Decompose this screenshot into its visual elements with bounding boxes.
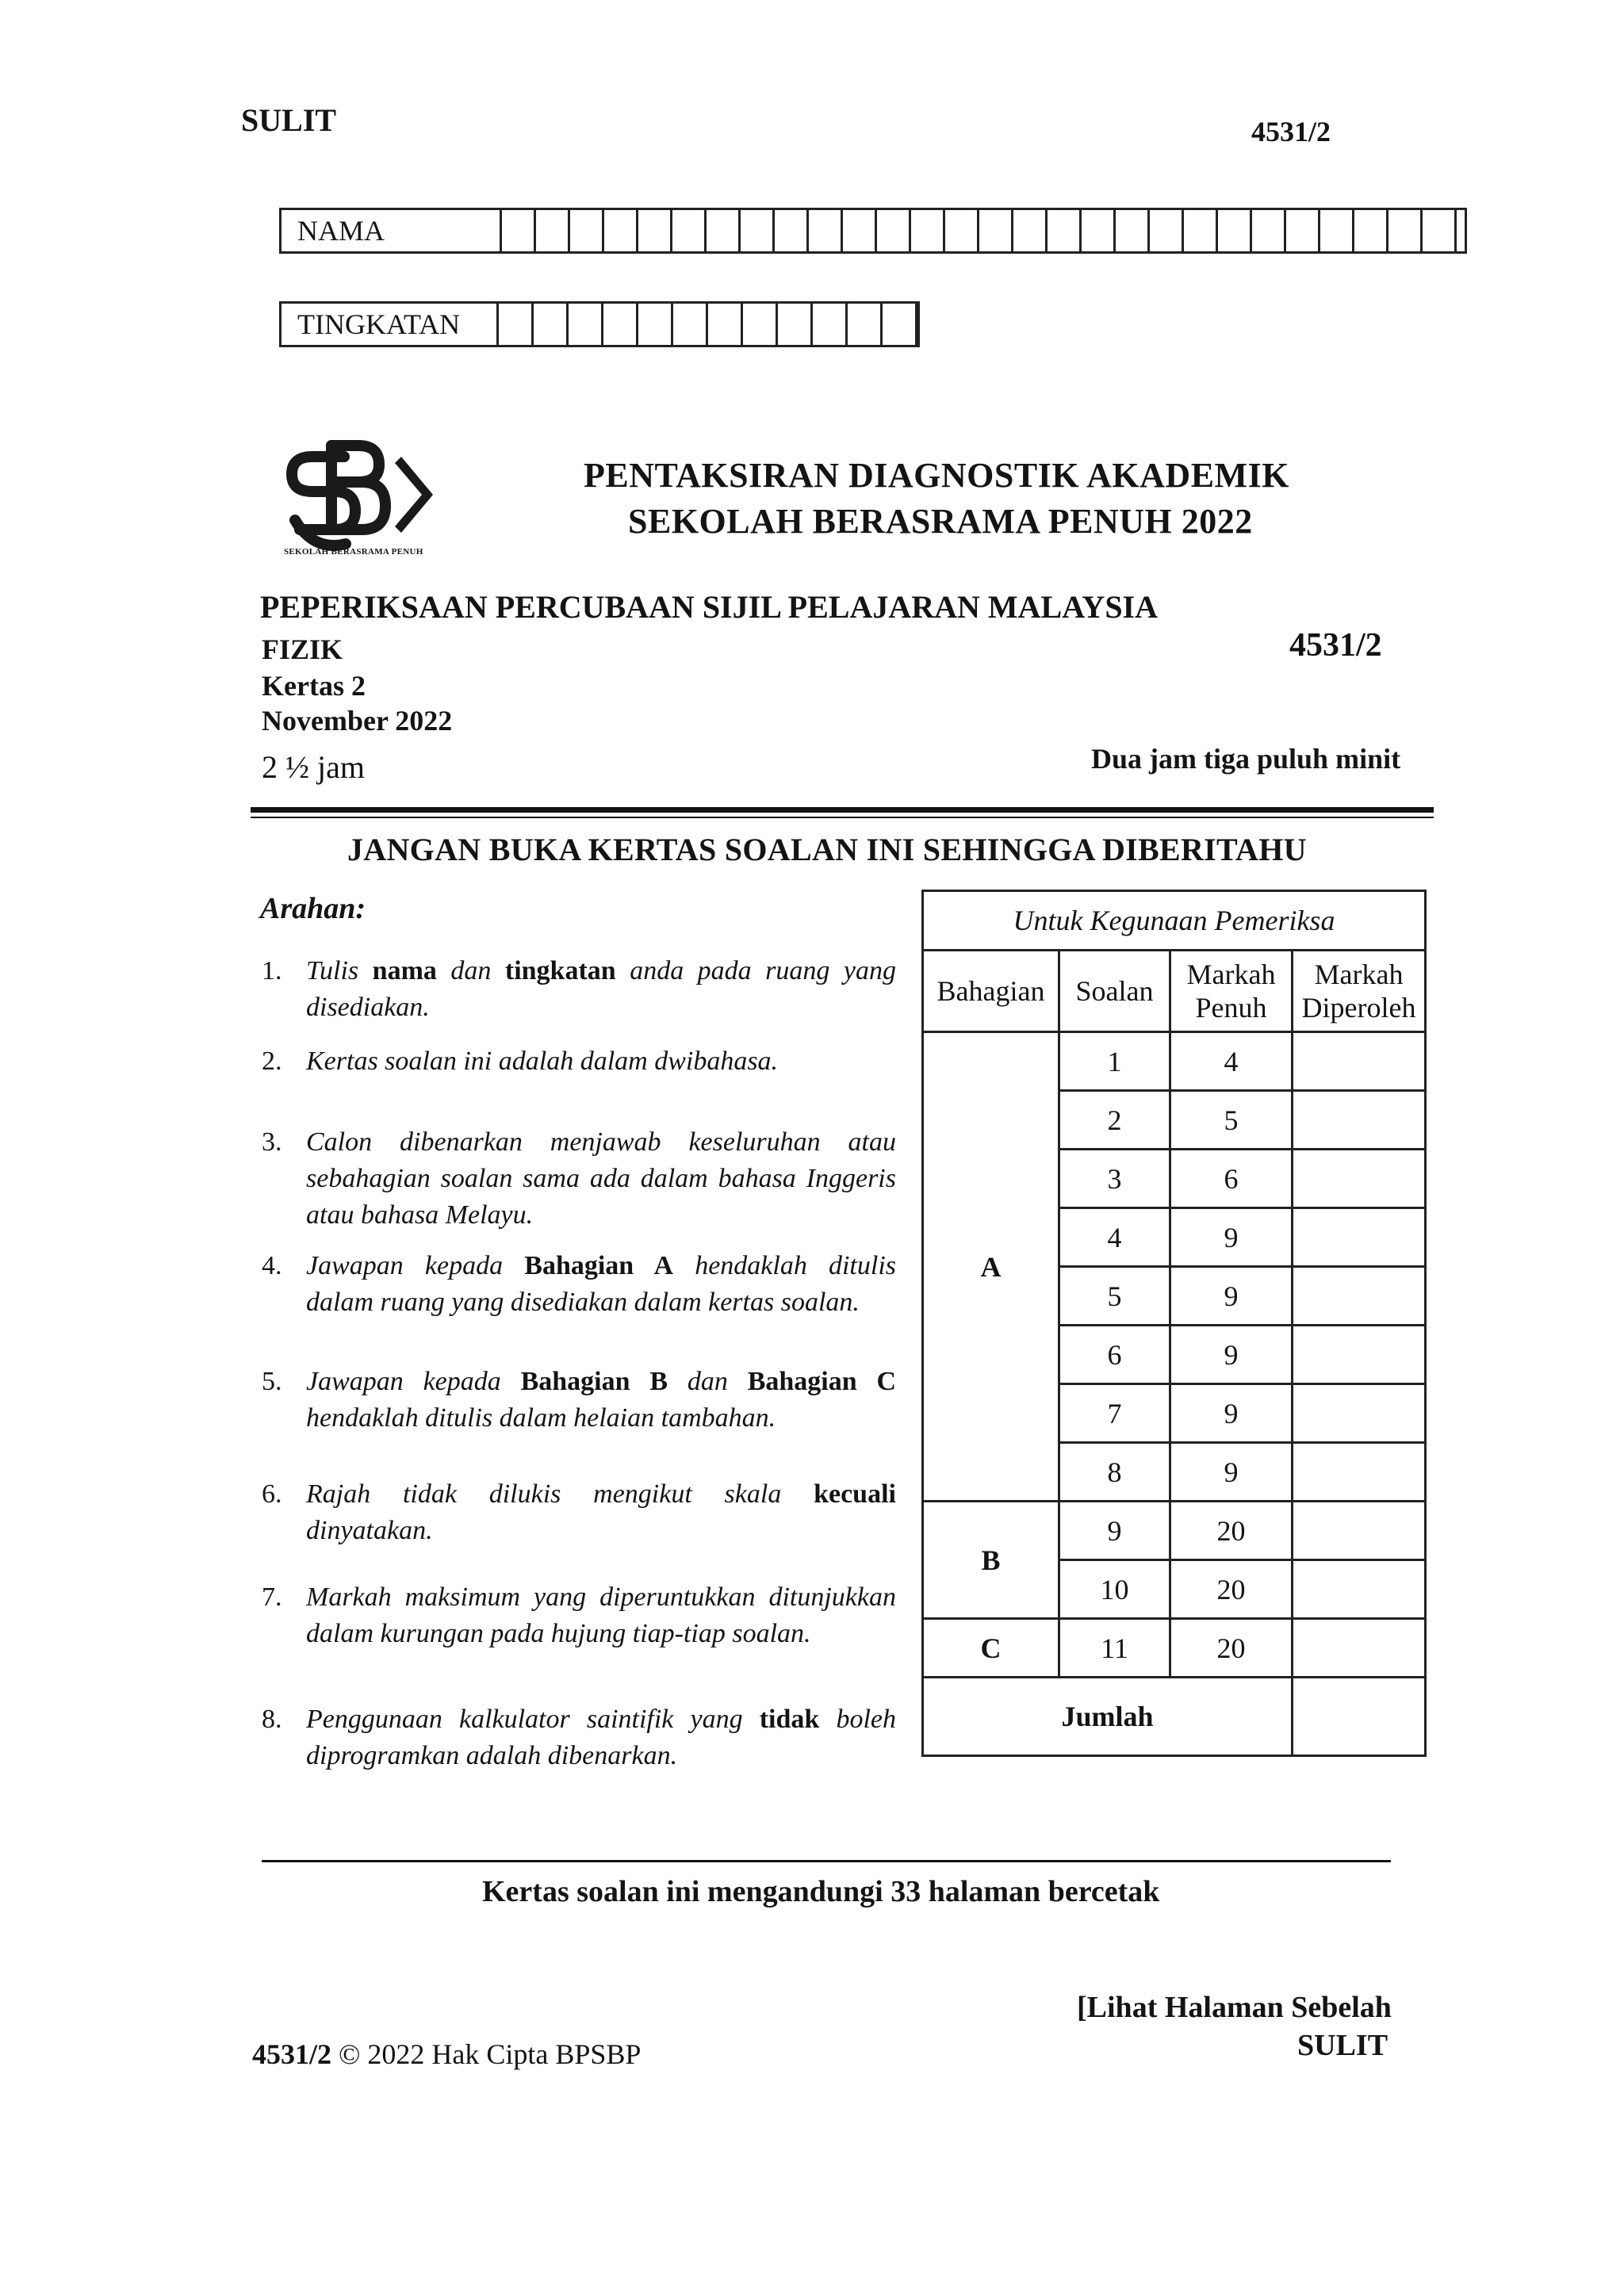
full-marks: 9 [1170, 1267, 1293, 1326]
full-marks: 9 [1170, 1326, 1293, 1384]
assessment-title: PENTAKSIRAN DIAGNOSTIK AKADEMIK [584, 456, 1289, 495]
duration: 2 ½ jam [262, 749, 365, 785]
full-marks: 4 [1170, 1032, 1293, 1091]
question-number: 2 [1059, 1091, 1170, 1150]
logo-caption: SEKOLAH BERASRAMA PENUH [284, 547, 423, 557]
letter-cell[interactable] [1082, 210, 1116, 251]
duration-words: Dua jam tiga puluh minit [1091, 743, 1401, 775]
marks-obtained-cell[interactable] [1293, 1208, 1426, 1267]
letter-cell[interactable] [1218, 210, 1252, 251]
instruction-fragment: Rajah tidak dilukis mengikut skala [306, 1479, 814, 1509]
letter-cell[interactable] [883, 304, 917, 345]
letter-cell[interactable] [499, 304, 534, 345]
instruction-fragment: Markah maksimum yang diperuntukkan ditunjukkan dalam kurungan pada hujung tiap-tiap soalan. [306, 1582, 896, 1648]
paper-code: 4531/2 [1289, 627, 1382, 664]
letter-cell[interactable] [775, 210, 809, 251]
letter-cell[interactable] [672, 210, 707, 251]
letter-cell[interactable] [1354, 210, 1388, 251]
instruction-fragment: dan [436, 956, 505, 985]
exam-name: PEPERIKSAAN PERCUBAAN SIJIL PELAJARAN MALAYSIA [260, 589, 1159, 625]
name-cells[interactable] [502, 210, 1457, 251]
letter-cell[interactable] [1013, 210, 1048, 251]
header-section: Bahagian [923, 951, 1059, 1032]
instruction-number: 1. [262, 956, 282, 985]
instruction-text [306, 1043, 896, 1080]
question-number: 11 [1059, 1619, 1170, 1678]
full-marks: 5 [1170, 1091, 1293, 1150]
letter-cell[interactable] [603, 304, 638, 345]
page-count-note: Kertas soalan ini mengandungi 33 halaman bercetak [482, 1875, 1160, 1908]
examiner-table-container [921, 890, 1427, 1757]
letter-cell[interactable] [843, 210, 877, 251]
form-field[interactable] [279, 301, 920, 347]
letter-cell[interactable] [638, 210, 672, 251]
letter-cell[interactable] [1048, 210, 1082, 251]
instruction-number: 4. [262, 1251, 282, 1280]
instruction-fragment: Calon dibenarkan menjawab keseluruhan atau sebahagian soalan sama ada dalam bahasa Inggeris atau bahasa Melayu. [306, 1127, 896, 1230]
letter-cell[interactable] [848, 304, 883, 345]
marks-obtained-cell[interactable] [1293, 1560, 1426, 1619]
instruction-number: 2. [262, 1047, 282, 1076]
question-number: 10 [1059, 1560, 1170, 1619]
name-field[interactable] [279, 208, 1467, 254]
form-label: TINGKATAN [282, 304, 499, 345]
emphasis-text: Bahagian B [520, 1367, 668, 1396]
instruction-number: 7. [262, 1582, 282, 1612]
letter-cell[interactable] [945, 210, 979, 251]
marks-obtained-cell[interactable] [1293, 1091, 1426, 1150]
question-number: 4 [1059, 1208, 1170, 1267]
instruction-item [262, 1579, 896, 1652]
marks-obtained-cell[interactable] [1293, 1502, 1426, 1560]
instruction-number: 3. [262, 1127, 282, 1157]
table-caption: Untuk Kegunaan Pemeriksa [923, 891, 1426, 951]
instruction-item [262, 1124, 896, 1234]
copyright [252, 2038, 641, 2071]
marks-obtained-cell[interactable] [1293, 1326, 1426, 1384]
table-row [923, 1619, 1426, 1678]
letter-cell[interactable] [877, 210, 911, 251]
letter-cell[interactable] [778, 304, 813, 345]
full-marks: 20 [1170, 1560, 1293, 1619]
question-number: 1 [1059, 1032, 1170, 1091]
letter-cell[interactable] [813, 304, 848, 345]
paper-number: Kertas 2 [262, 670, 366, 702]
letter-cell[interactable] [979, 210, 1013, 251]
instruction-number: 8. [262, 1705, 282, 1734]
instruction-item [262, 1701, 896, 1774]
letter-cell[interactable] [809, 210, 843, 251]
classification-bottom: SULIT [1297, 2029, 1388, 2062]
instruction-item [262, 953, 896, 1026]
instruction-text [306, 1364, 896, 1437]
instruction-text [306, 1701, 896, 1774]
full-marks: 9 [1170, 1208, 1293, 1267]
letter-cell[interactable] [1252, 210, 1286, 251]
instruction-fragment: hendaklah ditulis dalam ruang yang disediakan dalam kertas soalan. [306, 1251, 896, 1317]
instruction-fragment: Penggunaan kalkulator saintifik yang [306, 1705, 760, 1734]
letter-cell[interactable] [604, 210, 638, 251]
letter-cell[interactable] [534, 304, 569, 345]
letter-cell[interactable] [911, 210, 945, 251]
emphasis-text: kecuali [814, 1479, 896, 1509]
letter-cell[interactable] [1388, 210, 1423, 251]
question-number: 5 [1059, 1267, 1170, 1326]
copyright-text: © 2022 Hak Cipta BPSBP [339, 2038, 642, 2070]
table-row [923, 1032, 1426, 1091]
instruction-fragment: anda pada ruang yang disediakan. [306, 956, 896, 1022]
section-label: C [923, 1619, 1059, 1678]
divider [251, 817, 1434, 818]
examiner-marks-table [921, 890, 1427, 1757]
full-marks: 20 [1170, 1502, 1293, 1560]
letter-cell[interactable] [707, 210, 741, 251]
marks-obtained-cell[interactable] [1293, 1443, 1426, 1502]
section-label: B [923, 1502, 1059, 1619]
classification-top: SULIT [241, 102, 337, 138]
instruction-fragment: boleh diprogramkan adalah dibenarkan. [306, 1705, 896, 1770]
section-label: A [923, 1032, 1059, 1502]
subject: FIZIK [262, 633, 343, 665]
instruction-fragment: Jawapan kepada [306, 1367, 521, 1396]
instruction-item [262, 1364, 896, 1437]
footer-code: 4531/2 [252, 2038, 332, 2070]
form-cells[interactable] [499, 304, 917, 345]
letter-cell[interactable] [673, 304, 708, 345]
letter-cell[interactable] [569, 304, 603, 345]
instruction-fragment: dinyatakan. [306, 1516, 433, 1545]
instruction-number: 5. [262, 1367, 282, 1396]
letter-cell[interactable] [708, 304, 743, 345]
table-row [923, 1502, 1426, 1560]
instruction-fragment: dan [668, 1367, 748, 1396]
full-marks: 20 [1170, 1619, 1293, 1678]
instruction-text [306, 1579, 896, 1652]
question-number: 7 [1059, 1384, 1170, 1443]
header-question: Soalan [1059, 951, 1170, 1032]
instruction-number: 6. [262, 1479, 282, 1509]
header-marks-obtained: Markah Diperoleh [1293, 951, 1426, 1032]
instruction-text [306, 1248, 896, 1321]
emphasis-text: tingkatan [504, 956, 616, 985]
divider [251, 807, 1434, 813]
assessment-subtitle: SEKOLAH BERASRAMA PENUH 2022 [628, 502, 1253, 541]
instruction-text [306, 1476, 896, 1549]
emphasis-text: nama [372, 956, 437, 985]
exam-month: November 2022 [262, 705, 453, 737]
marks-obtained-cell[interactable] [1293, 1267, 1426, 1326]
total-label: Jumlah [923, 1678, 1293, 1756]
marks-obtained-cell[interactable] [1293, 1150, 1426, 1208]
marks-obtained-cell[interactable] [1293, 1032, 1426, 1091]
instruction-item [262, 1476, 896, 1549]
instruction-text [306, 953, 896, 1026]
letter-cell[interactable] [741, 210, 775, 251]
instruction-text [306, 1124, 896, 1234]
letter-cell[interactable] [1320, 210, 1354, 251]
letter-cell[interactable] [1116, 210, 1150, 251]
total-marks-cell[interactable] [1293, 1678, 1426, 1756]
emphasis-text: tidak [759, 1705, 820, 1734]
instruction-fragment: Tulis [306, 956, 373, 985]
full-marks: 9 [1170, 1384, 1293, 1443]
full-marks: 6 [1170, 1150, 1293, 1208]
question-number: 6 [1059, 1326, 1170, 1384]
letter-cell[interactable] [638, 304, 673, 345]
question-number: 3 [1059, 1150, 1170, 1208]
emphasis-text: Bahagian C [747, 1367, 897, 1396]
marks-obtained-cell[interactable] [1293, 1384, 1426, 1443]
warning-notice: JANGAN BUKA KERTAS SOALAN INI SEHINGGA DIBERITAHU [347, 832, 1307, 867]
letter-cell[interactable] [1184, 210, 1218, 251]
letter-cell[interactable] [502, 210, 536, 251]
instruction-fragment: Kertas soalan ini adalah dalam dwibahasa. [306, 1047, 779, 1076]
full-marks: 9 [1170, 1443, 1293, 1502]
letter-cell[interactable] [1286, 210, 1320, 251]
see-next-page: [Lihat Halaman Sebelah [1077, 1991, 1392, 2024]
instruction-item [262, 1248, 896, 1321]
instruction-fragment: Jawapan kepada [306, 1251, 525, 1280]
letter-cell[interactable] [1423, 210, 1457, 251]
question-number: 9 [1059, 1502, 1170, 1560]
marks-obtained-cell[interactable] [1293, 1619, 1426, 1678]
emphasis-text: Bahagian A [524, 1251, 674, 1280]
name-label: NAMA [282, 210, 502, 251]
instructions-title: Arahan: [260, 892, 366, 925]
instruction-fragment: hendaklah ditulis dalam helaian tambahan. [306, 1403, 776, 1433]
paper-code-top: 4531/2 [1251, 116, 1331, 147]
letter-cell[interactable] [1150, 210, 1184, 251]
letter-cell[interactable] [536, 210, 570, 251]
divider [262, 1860, 1391, 1862]
letter-cell[interactable] [743, 304, 778, 345]
header-full-marks: Markah Penuh [1170, 951, 1293, 1032]
letter-cell[interactable] [570, 210, 604, 251]
question-number: 8 [1059, 1443, 1170, 1502]
instruction-item [262, 1043, 896, 1080]
